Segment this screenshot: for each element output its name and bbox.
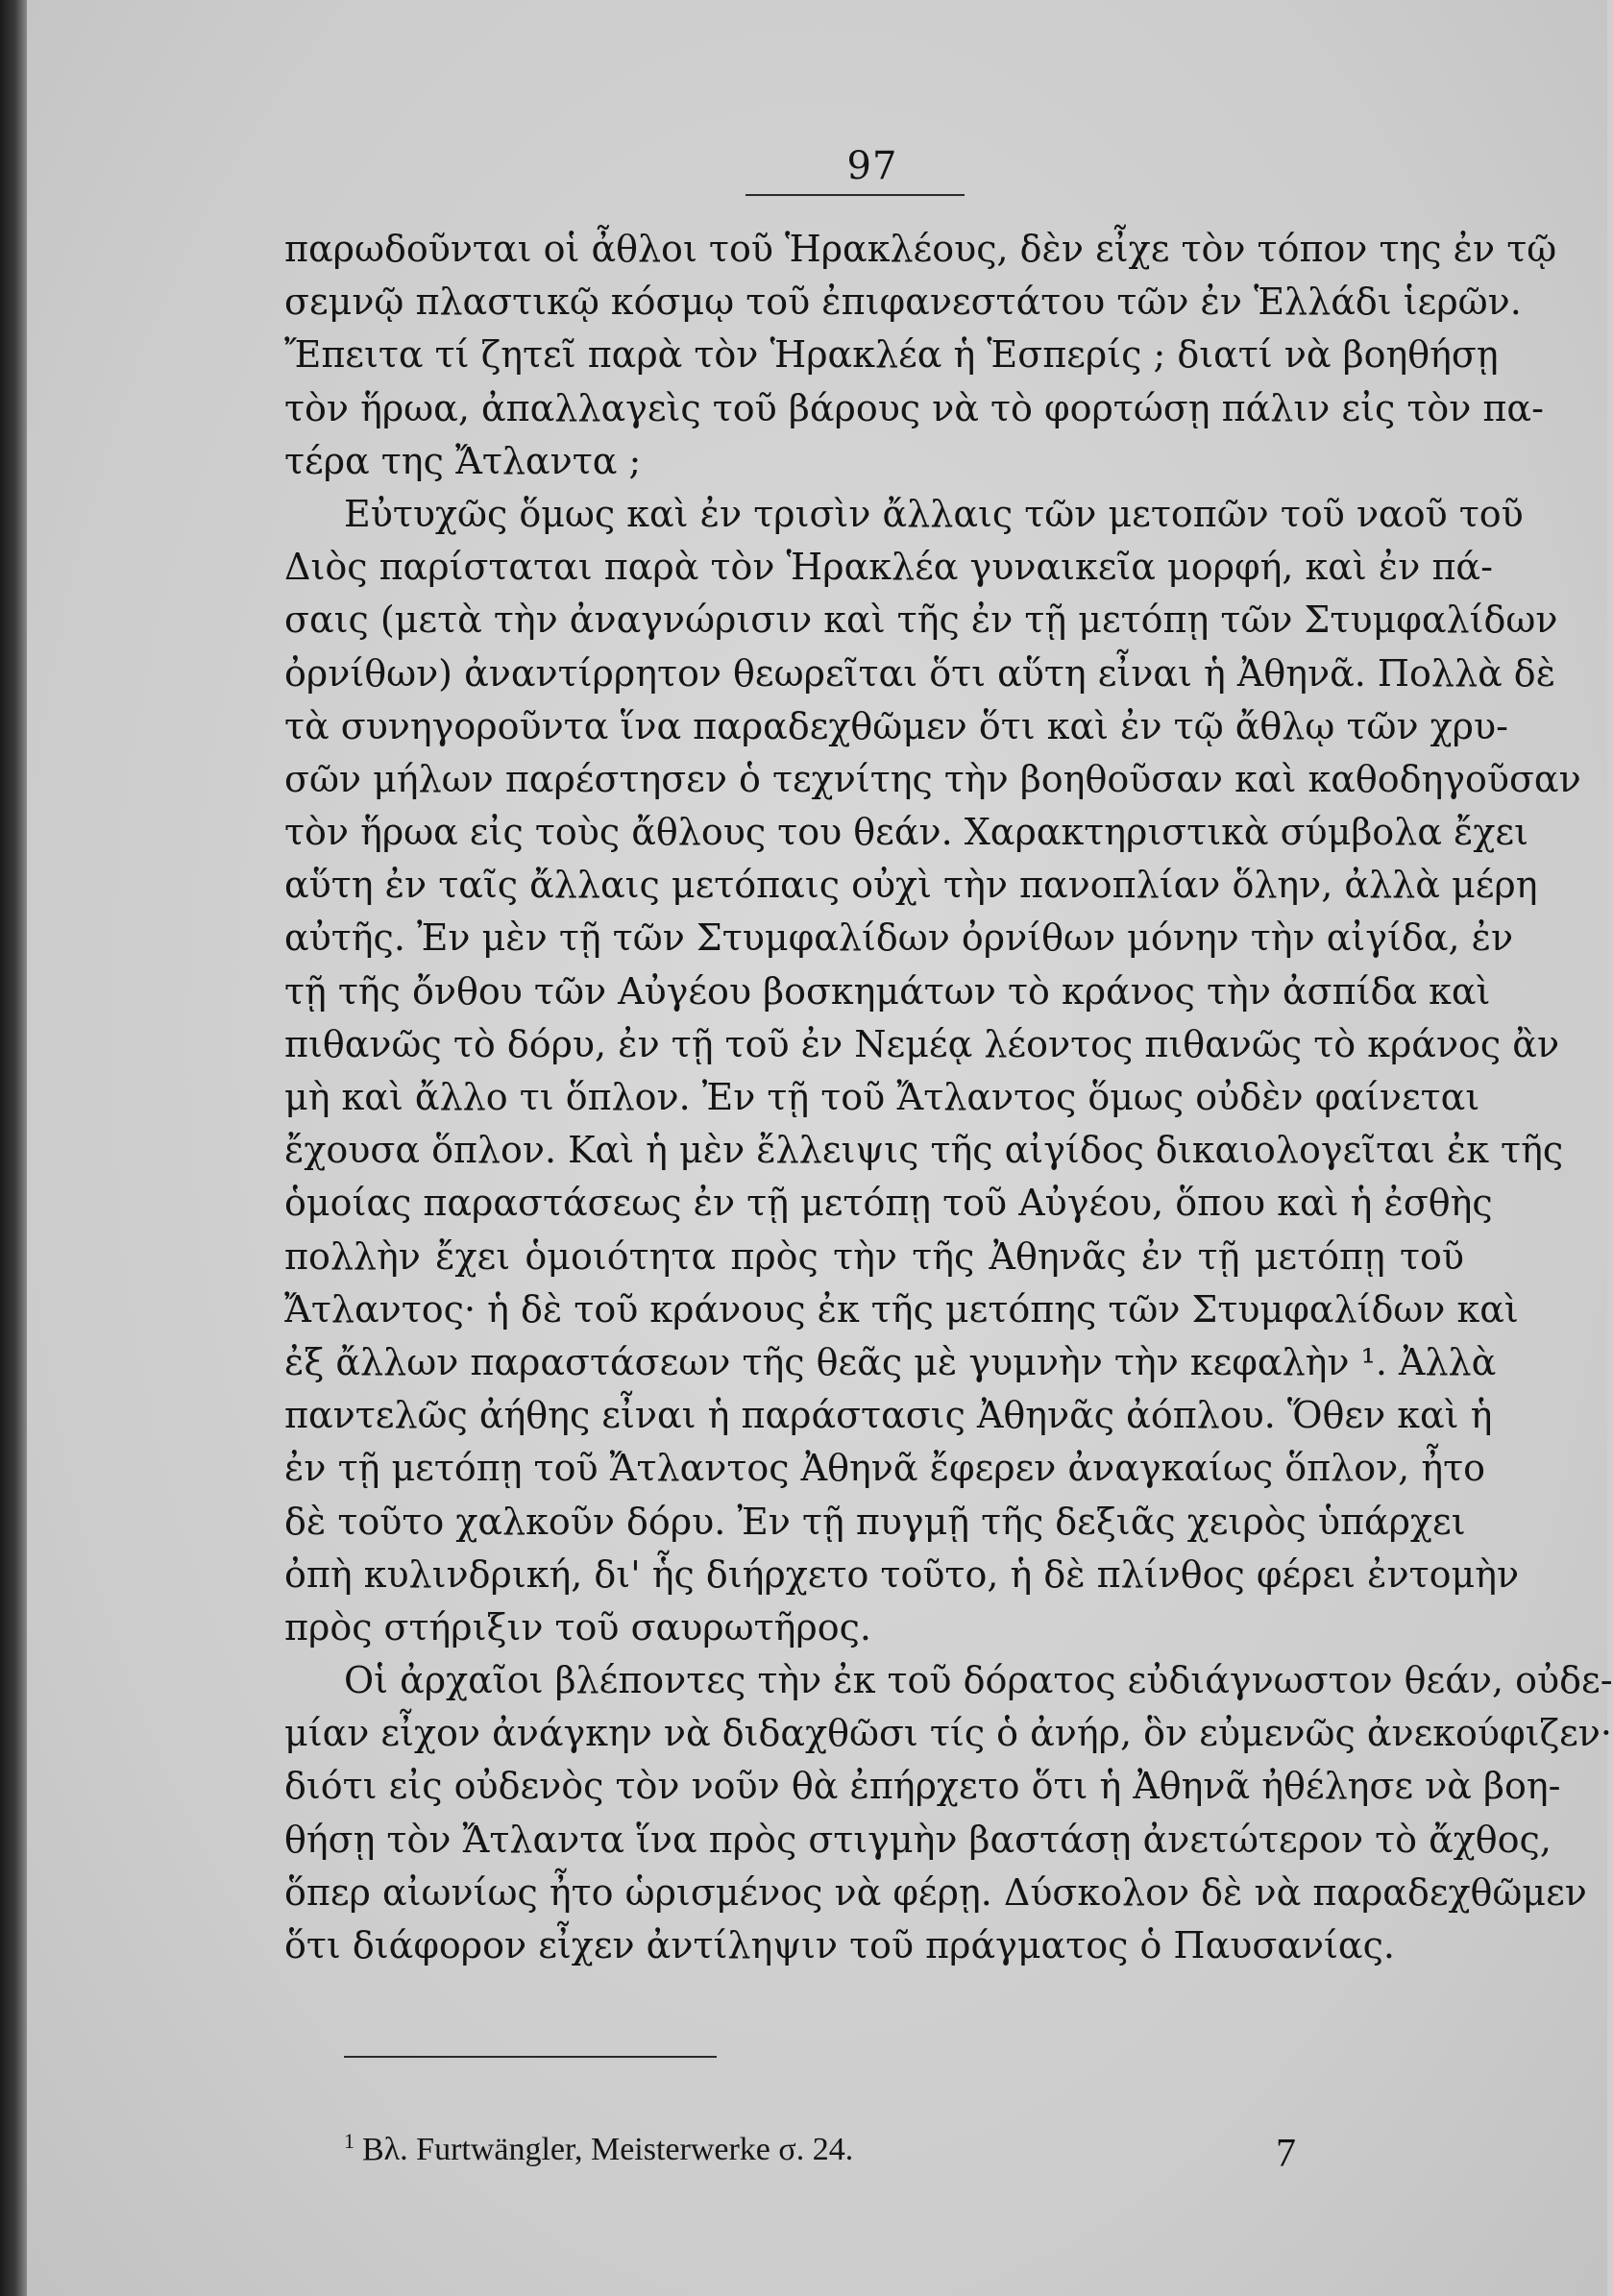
text-line: ὅπερ αἰωνίως ἦτο ὡρισμένος νὰ φέρῃ. Δύσκολον δὲ νὰ παραδεχθῶμεν (284, 1870, 1587, 1914)
text-line: σῶν μήλων παρέστησεν ὁ τεχνίτης τὴν βοηθοῦσαν καὶ καθοδηγοῦσαν (284, 757, 1581, 800)
text-line: Διὸς παρίσταται παρὰ τὸν Ἡρακλέα γυναικεῖα μορφή, καὶ ἐν πά- (284, 546, 1493, 589)
text-line: πρὸς στήριξιν τοῦ σαυρωτῆρος. (284, 1605, 872, 1649)
text-line: αὕτη ἐν ταῖς ἄλλαις μετόπαις οὐχὶ τὴν πανοπλίαν ὅλην, ἀλλὰ μέρη (284, 864, 1538, 907)
text-line: Εὐτυχῶς ὅμως καὶ ἐν τρισὶν ἄλλαις τῶν μετοπῶν τοῦ ναοῦ τοῦ (344, 492, 1524, 535)
footnote-text: Βλ. Furtwängler, Meisterwerke σ. 24. (362, 2132, 854, 2167)
book-binding-edge (0, 0, 27, 2296)
text-line: δὲ τοῦτο χαλκοῦν δόρυ. Ἐν τῇ πυγμῇ τῆς δεξιᾶς χειρὸς ὑπάρχει (284, 1500, 1466, 1543)
text-line: Οἱ ἀρχαῖοι βλέποντες τὴν ἐκ τοῦ δόρατος εὐδιάγνωστον θεάν, οὐδε- (344, 1659, 1613, 1702)
body-text (284, 223, 1613, 1972)
text-line: μὴ καὶ ἄλλο τι ὅπλον. Ἐν τῇ τοῦ Ἄτλαντος ὅμως οὐδὲν φαίνεται (284, 1076, 1480, 1118)
text-line: ἔχουσα ὅπλον. Καὶ ἡ μὲν ἔλλειψις τῆς αἰγίδος δικαιολογεῖται ἐκ τῆς (284, 1129, 1564, 1172)
text-line: αὐτῆς. Ἐν μὲν τῇ τῶν Στυμφαλίδων ὀρνίθων μόνην τὴν αἰγίδα, ἐν (284, 916, 1514, 960)
text-line: τὸν ἥρωα εἰς τοὺς ἄθλους του θεάν. Χαρακτηριστικὰ σύμβολα ἔχει (284, 811, 1529, 854)
text-line: σαις (μετὰ τὴν ἀναγνώρισιν καὶ τῆς ἐν τῇ μετόπῃ τῶν Στυμφαλίδων (284, 598, 1558, 642)
text-line: παρωδοῦνται οἱ ἆθλοι τοῦ Ἡρακλέους, δὲν εἶχε τὸν τόπον της ἐν τῷ (284, 228, 1557, 270)
text-line: μίαν εἶχον ἀνάγκην νὰ διδαχθῶσι τίς ὁ ἀνήρ, ὃν εὐμενῶς ἀνεκούφιζεν· (284, 1712, 1612, 1755)
text-line: πολλὴν ἔχει ὁμοιότητα πρὸς τὴν τῆς Ἀθηνᾶς ἐν τῇ μετόπῃ τοῦ (284, 1234, 1464, 1278)
text-line: ὁμοίας παραστάσεως ἐν τῇ μετόπῃ τοῦ Αὐγέου, ὅπου καὶ ἡ ἐσθὴς (284, 1182, 1493, 1225)
text-line: θήσῃ τὸν Ἄτλαντα ἵνα πρὸς στιγμὴν βαστάσῃ ἀνετώτερον τὸ ἄχθος, (284, 1818, 1552, 1861)
text-line: ὀρνίθων) ἀναντίρρητον θεωρεῖται ὅτι αὕτη εἶναι ἡ Ἀθηνᾶ. Πολλὰ δὲ (284, 651, 1556, 695)
text-line: τέρα της Ἄτλαντα ; (284, 439, 642, 482)
text-line: τῇ τῆς ὄνθου τῶν Αὐγέου βοσκημάτων τὸ κράνος τὴν ἀσπίδα καὶ (284, 969, 1491, 1013)
signature-mark: 7 (1276, 2132, 1296, 2176)
header-rule (745, 194, 965, 196)
text-line: τὰ συνηγοροῦντα ἵνα παραδεχθῶμεν ὅτι καὶ ἐν τῷ ἄθλῳ τῶν χρυ- (284, 704, 1508, 747)
text-line: σεμνῷ πλαστικῷ κόσμῳ τοῦ ἐπιφανεστάτου τῶν ἐν Ἑλλάδι ἱερῶν. (284, 281, 1522, 324)
footnote-rule (344, 2056, 717, 2058)
text-line: τὸν ἥρωα, ἀπαλλαγεὶς τοῦ βάρους νὰ τὸ φορτώσῃ πάλιν εἰς τὸν πα- (284, 386, 1544, 429)
page-number: 97 (846, 144, 898, 188)
text-line: Ἔπειτα τί ζητεῖ παρὰ τὸν Ἡρακλέα ἡ Ἑσπερίς ; διατί νὰ βοηθήσῃ (284, 333, 1499, 377)
footnote-marker: 1 (344, 2129, 354, 2153)
text-line: ὅτι διάφορον εἶχεν ἀντίληψιν τοῦ πράγματος ὁ Παυσανίας. (284, 1924, 1395, 1966)
text-line: ἐξ ἄλλων παραστάσεων τῆς θεᾶς μὲ γυμνὴν τὴν κεφαλὴν ¹. Ἀλλὰ (284, 1340, 1497, 1383)
text-line: διότι εἰς οὐδενὸς τὸν νοῦν θὰ ἐπήρχετο ὅτι ἡ Ἀθηνᾶ ἠθέλησε νὰ βοη- (284, 1765, 1561, 1808)
book-page (27, 0, 1613, 2296)
footnote (344, 2129, 853, 2168)
text-line: ἐν τῇ μετόπῃ τοῦ Ἄτλαντος Ἀθηνᾶ ἔφερεν ἀναγκαίως ὅπλον, ἦτο (284, 1447, 1485, 1490)
text-line: ὀπὴ κυλινδρική, δι' ἧς διήρχετο τοῦτο, ἡ δὲ πλίνθος φέρει ἐντομὴν (284, 1552, 1520, 1596)
text-line: Ἄτλαντος· ἡ δὲ τοῦ κράνους ἐκ τῆς μετόπης τῶν Στυμφαλίδων καὶ (284, 1287, 1519, 1331)
text-line: πιθανῶς τὸ δόρυ, ἐν τῇ τοῦ ἐν Νεμέᾳ λέοντος πιθανῶς τὸ κράνος ἂν (284, 1022, 1560, 1065)
text-line: παντελῶς ἀήθης εἶναι ἡ παράστασις Ἀθηνᾶς ἀόπλου. Ὅθεν καὶ ἡ (284, 1394, 1493, 1437)
